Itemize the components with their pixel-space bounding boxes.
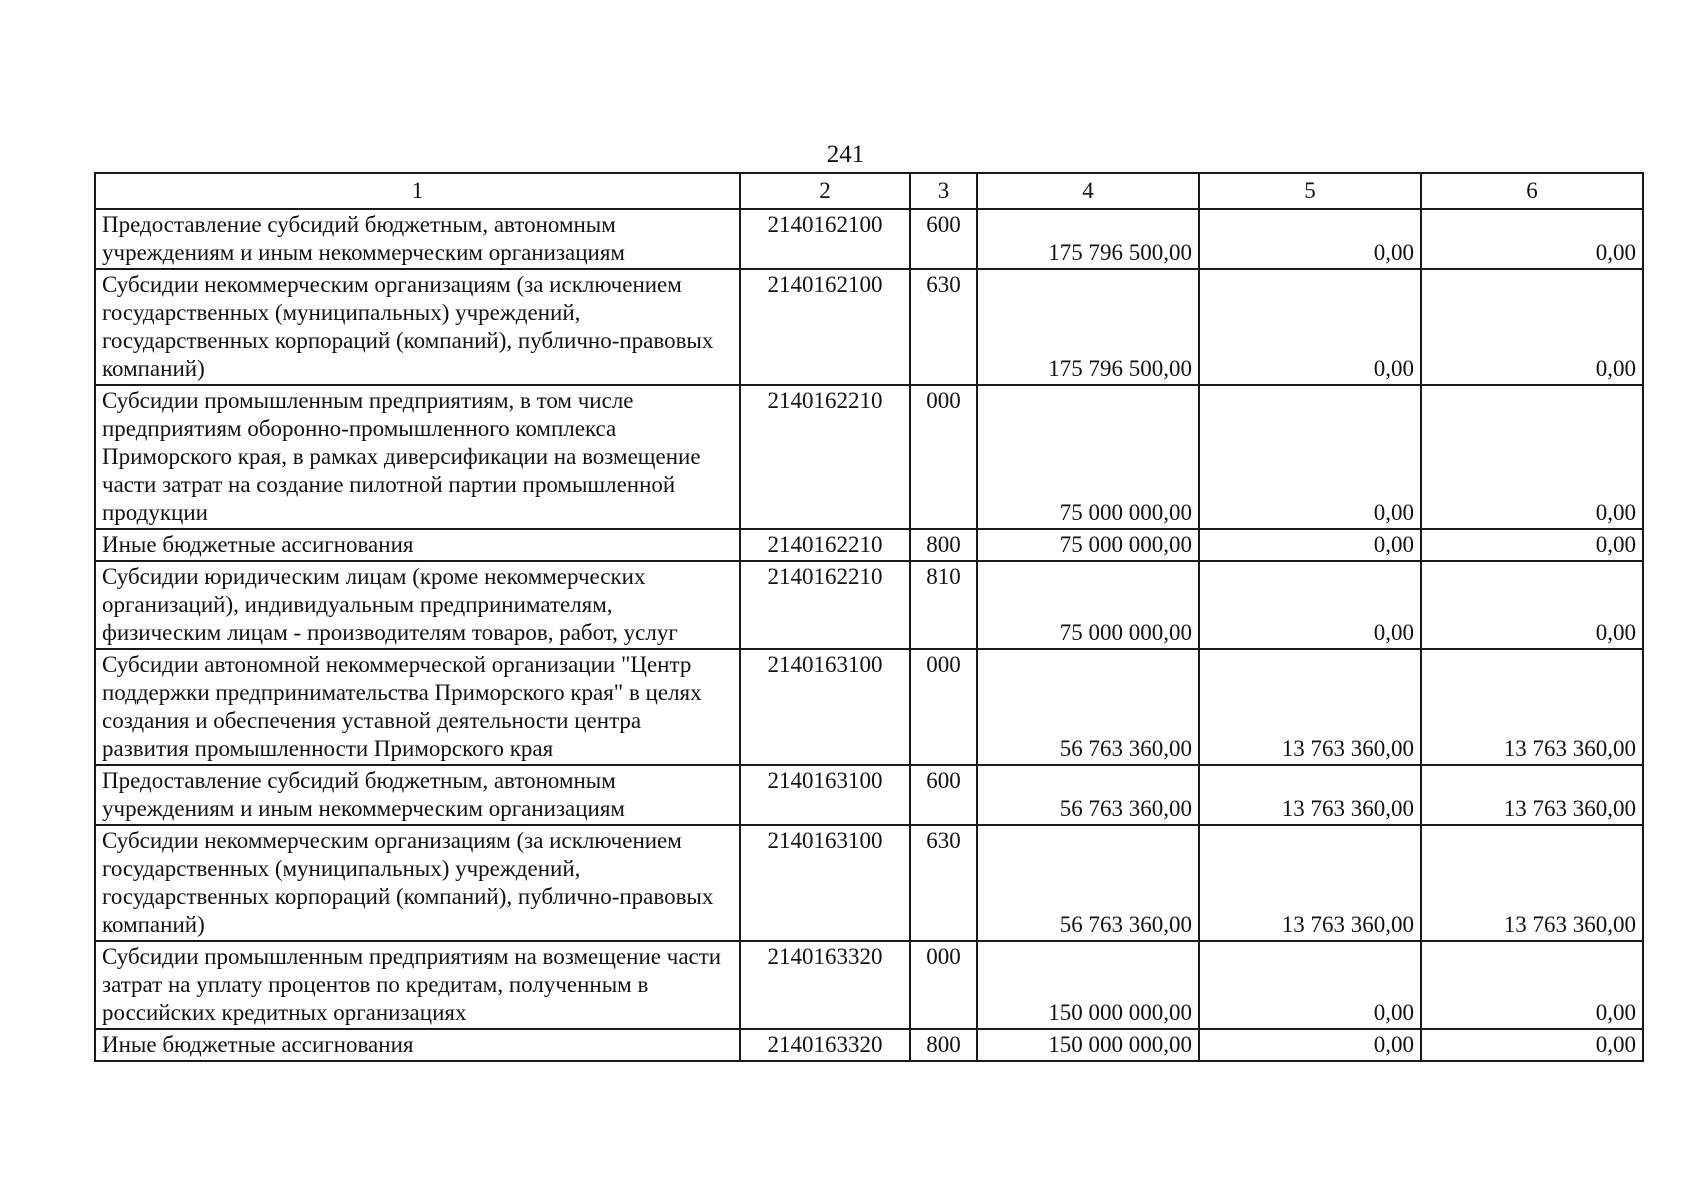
row-code-cell: 2140162100 [740,209,910,269]
row-type-cell: 630 [910,825,977,941]
amount-cell: 175 796 500,00 [977,209,1199,269]
table-body [95,209,1643,1061]
table-row [95,561,1643,649]
amount-cell: 150 000 000,00 [977,941,1199,1029]
amount-cell: 75 000 000,00 [977,561,1199,649]
row-type-cell: 800 [910,529,977,561]
column-header: 6 [1421,173,1643,209]
row-code-cell: 2140163320 [740,941,910,1029]
amount-cell: 0,00 [1199,529,1421,561]
amount-cell: 75 000 000,00 [977,385,1199,529]
row-type-cell: 600 [910,209,977,269]
amount-cell: 0,00 [1421,529,1643,561]
row-name-cell: Субсидии автономной некоммерческой организации "Центр поддержки предпринимательства Приморского края" в целях создания и обеспечения уставной деятельности центра развития промышленности Приморского края [95,649,740,765]
row-code-cell: 2140163100 [740,649,910,765]
amount-cell: 13 763 360,00 [1199,825,1421,941]
amount-cell: 0,00 [1421,209,1643,269]
budget-table [94,172,1644,1062]
row-code-cell: 2140162210 [740,529,910,561]
row-code-cell: 2140162210 [740,561,910,649]
row-name-cell: Иные бюджетные ассигнования [95,529,740,561]
amount-cell: 0,00 [1421,269,1643,385]
amount-cell: 0,00 [1421,385,1643,529]
amount-cell: 150 000 000,00 [977,1029,1199,1061]
row-type-cell: 630 [910,269,977,385]
row-type-cell: 810 [910,561,977,649]
amount-cell: 13 763 360,00 [1199,765,1421,825]
amount-cell: 0,00 [1199,1029,1421,1061]
amount-cell: 13 763 360,00 [1421,649,1643,765]
amount-cell: 75 000 000,00 [977,529,1199,561]
column-header: 4 [977,173,1199,209]
table-row [95,269,1643,385]
header-row [95,173,1643,209]
amount-cell: 175 796 500,00 [977,269,1199,385]
table-row [95,1029,1643,1061]
amount-cell: 56 763 360,00 [977,649,1199,765]
amount-cell: 0,00 [1199,941,1421,1029]
amount-cell: 0,00 [1421,941,1643,1029]
row-type-cell: 000 [910,385,977,529]
amount-cell: 56 763 360,00 [977,825,1199,941]
amount-cell: 0,00 [1199,385,1421,529]
column-header: 3 [910,173,977,209]
table-row [95,209,1643,269]
row-name-cell: Субсидии промышленным предприятиям, в том числе предприятиям оборонно-промышленного комплекса Приморского края, в рамках диверсификации на возмещение части затрат на создание пилотной партии промышленной продукции [95,385,740,529]
amount-cell: 13 763 360,00 [1199,649,1421,765]
row-code-cell: 2140163320 [740,1029,910,1061]
row-code-cell: 2140162210 [740,385,910,529]
row-code-cell: 2140163100 [740,825,910,941]
table-row [95,385,1643,529]
column-header: 2 [740,173,910,209]
amount-cell: 13 763 360,00 [1421,825,1643,941]
page-number: 241 [826,141,865,168]
row-type-cell: 000 [910,941,977,1029]
row-code-cell: 2140162100 [740,269,910,385]
row-type-cell: 600 [910,765,977,825]
amount-cell: 0,00 [1199,209,1421,269]
amount-cell: 0,00 [1421,561,1643,649]
row-type-cell: 800 [910,1029,977,1061]
amount-cell: 13 763 360,00 [1421,765,1643,825]
column-header: 5 [1199,173,1421,209]
table-row [95,649,1643,765]
amount-cell: 56 763 360,00 [977,765,1199,825]
row-name-cell: Предоставление субсидий бюджетным, автономным учреждениям и иным некоммерческим организациям [95,209,740,269]
row-name-cell: Субсидии некоммерческим организациям (за исключением государственных (муниципальных) учреждений, государственных корпораций (компаний), публично-правовых компаний) [95,269,740,385]
table-row [95,825,1643,941]
row-name-cell: Предоставление субсидий бюджетным, автономным учреждениям и иным некоммерческим организациям [95,765,740,825]
row-type-cell: 000 [910,649,977,765]
amount-cell: 0,00 [1199,561,1421,649]
amount-cell: 0,00 [1199,269,1421,385]
row-code-cell: 2140163100 [740,765,910,825]
row-name-cell: Субсидии юридическим лицам (кроме некоммерческих организаций), индивидуальным предпринимателям, физическим лицам - производителям товаров, работ, услуг [95,561,740,649]
table-row [95,765,1643,825]
row-name-cell: Субсидии некоммерческим организациям (за исключением государственных (муниципальных) учреждений, государственных корпораций (компаний), публично-правовых компаний) [95,825,740,941]
table-row [95,941,1643,1029]
row-name-cell: Субсидии промышленным предприятиям на возмещение части затрат на уплату процентов по кредитам, полученным в российских кредитных организациях [95,941,740,1029]
amount-cell: 0,00 [1421,1029,1643,1061]
table-row [95,529,1643,561]
column-header: 1 [95,173,740,209]
row-name-cell: Иные бюджетные ассигнования [95,1029,740,1061]
